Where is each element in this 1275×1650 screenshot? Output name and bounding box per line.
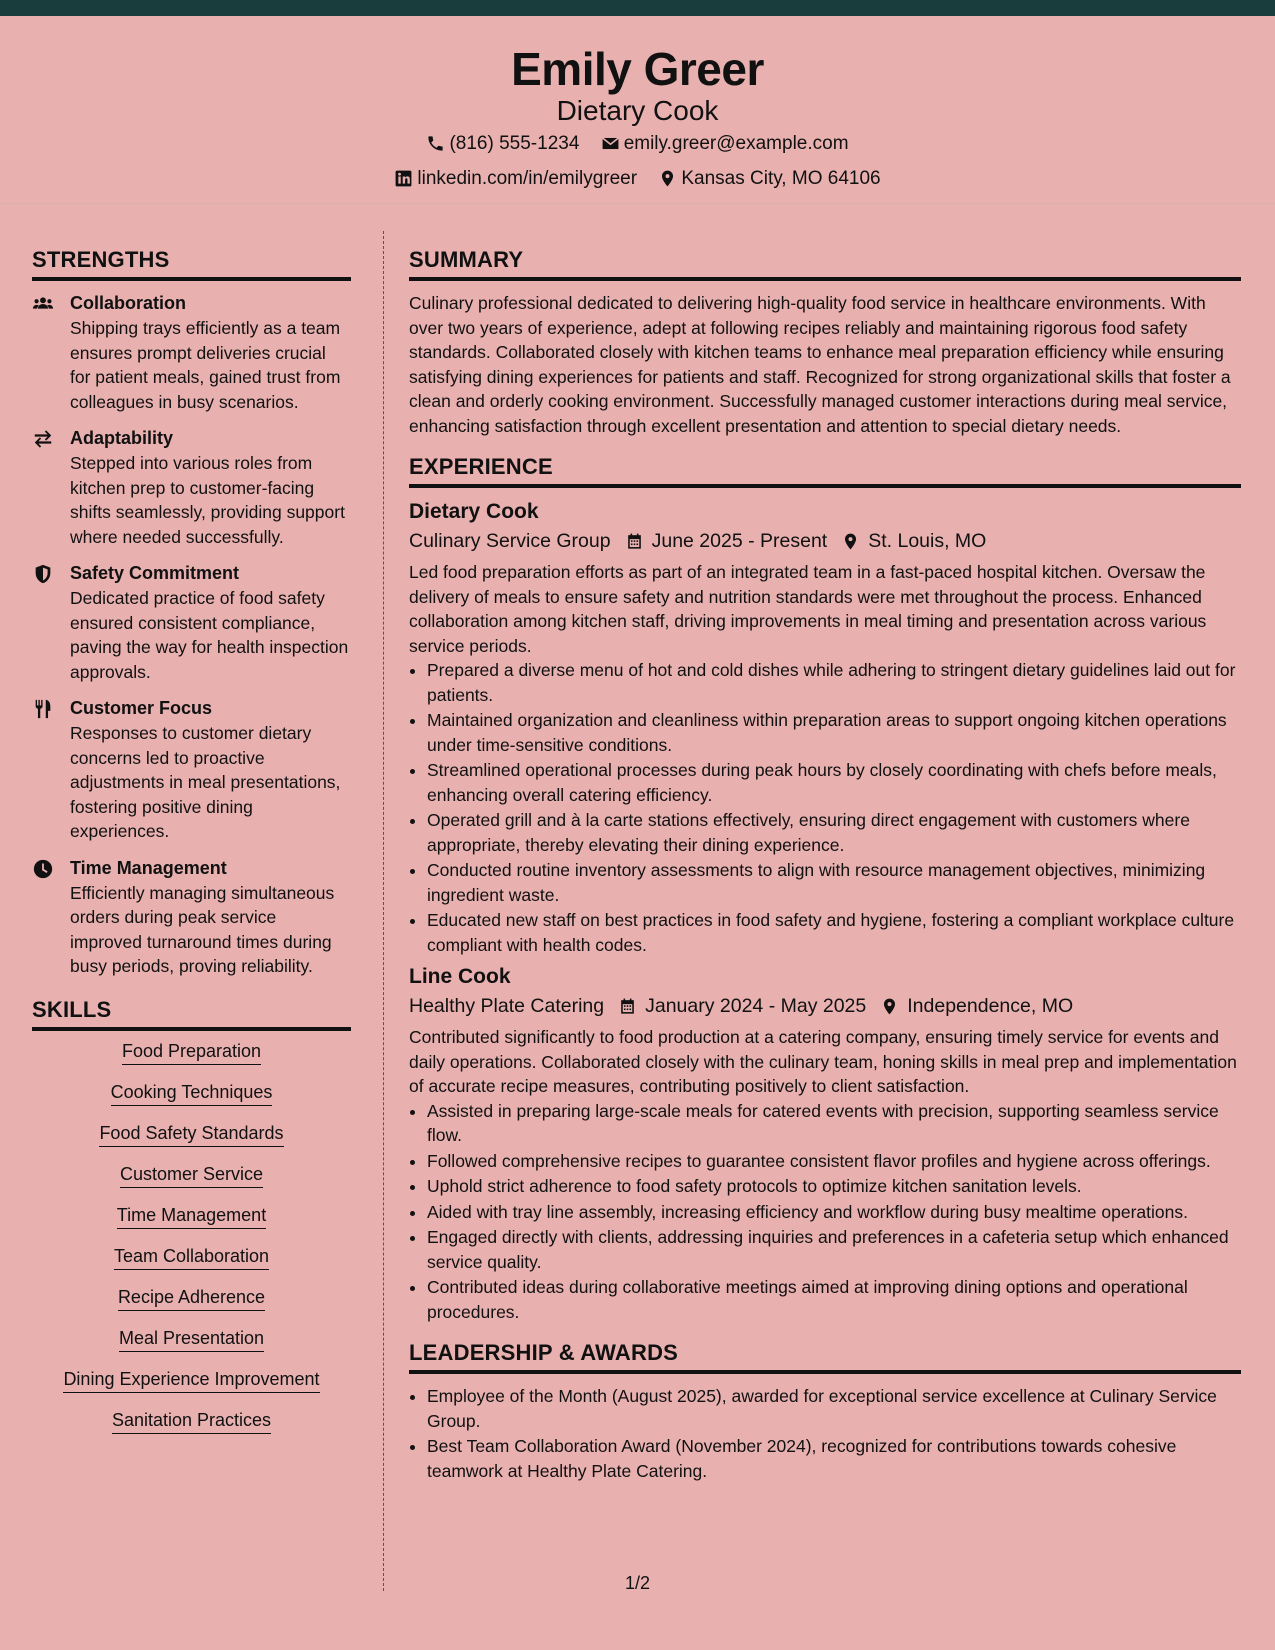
job-title: Line Cook bbox=[409, 965, 511, 988]
job-meta bbox=[409, 991, 1241, 1021]
skill-item: Team Collaboration bbox=[114, 1246, 269, 1270]
experience-heading: EXPERIENCE bbox=[409, 454, 1241, 488]
strength-item bbox=[32, 291, 351, 414]
phone-icon bbox=[426, 134, 445, 153]
skill-item: Meal Presentation bbox=[119, 1328, 264, 1352]
award-item: • Employee of the Month (August 2025), awarded for exceptional service excellence at Culinary Service Group. bbox=[427, 1384, 1241, 1433]
bullet-item: • Contributed ideas during collaborative meetings aimed at improving dining options and operational procedures. bbox=[427, 1275, 1241, 1324]
skill-item: Food Safety Standards bbox=[99, 1123, 283, 1147]
strengths-heading: STRENGTHS bbox=[32, 247, 351, 281]
strength-title: Time Management bbox=[70, 857, 227, 878]
bullet-item: • Streamlined operational processes during peak hours by closely coordinating with chefs before meals, enhancing overall catering efficiency. bbox=[427, 758, 1241, 807]
map-marker-icon bbox=[841, 532, 860, 551]
strength-desc: Stepped into various roles from kitchen prep to customer-facing shifts seamlessly, providing support where needed successfully. bbox=[70, 453, 345, 547]
job-company: Culinary Service Group bbox=[409, 530, 611, 552]
right-column bbox=[409, 247, 1241, 1484]
job-bullets bbox=[409, 658, 1241, 957]
bullet-item: • Aided with tray line assembly, increasing efficiency and workflow during busy mealtime operations. bbox=[427, 1200, 1241, 1225]
strength-title: Adaptability bbox=[70, 428, 174, 448]
bullet-item: • Operated grill and à la carte stations effectively, ensuring direct engagement with customers where appropriate, thereby elevating their dining experience. bbox=[427, 808, 1241, 857]
strength-desc: Shipping trays efficiently as a team ensures prompt deliveries crucial for patient meals, gained trust from colleagues in busy scenarios. bbox=[70, 318, 341, 412]
skill-item: Sanitation Practices bbox=[112, 1410, 271, 1434]
envelope-icon bbox=[601, 134, 620, 153]
strength-title: Customer Focus bbox=[70, 698, 213, 718]
map-marker-icon bbox=[880, 997, 899, 1016]
map-marker-icon bbox=[658, 169, 677, 188]
skill-item: Time Management bbox=[117, 1205, 266, 1229]
utensils-icon bbox=[32, 698, 54, 720]
skill-item: Recipe Adherence bbox=[118, 1287, 265, 1311]
email-text[interactable]: emily.greer@example.com bbox=[623, 133, 849, 154]
shield-icon bbox=[32, 563, 54, 585]
strength-item bbox=[32, 561, 351, 684]
summary-heading: SUMMARY bbox=[409, 247, 1241, 281]
awards-list bbox=[409, 1384, 1241, 1483]
job-dates: June 2025 - Present bbox=[651, 530, 828, 552]
skill-item: Customer Service bbox=[120, 1164, 263, 1188]
job-title: Dietary Cook bbox=[409, 500, 539, 523]
resume-header bbox=[0, 16, 1275, 204]
column-divider bbox=[383, 231, 384, 1591]
job-bullets bbox=[409, 1099, 1241, 1325]
bullet-item: • Educated new staff on best practices in food safety and hygiene, fostering a compliant workplace culture compliant with health codes. bbox=[427, 908, 1241, 957]
exchange-icon bbox=[32, 428, 54, 450]
strength-title: Safety Commitment bbox=[70, 563, 240, 583]
skill-item: Dining Experience Improvement bbox=[63, 1369, 319, 1393]
resume-body bbox=[0, 231, 1275, 1591]
bullet-item: • Conducted routine inventory assessments to align with resource management objectives, minimizing ingredient waste. bbox=[427, 858, 1241, 907]
strength-title: Collaboration bbox=[70, 293, 186, 313]
contact-row-2 bbox=[0, 163, 1275, 198]
skill-item: Food Preparation bbox=[122, 1041, 261, 1065]
users-icon bbox=[32, 293, 54, 315]
calendar-icon bbox=[618, 997, 637, 1016]
strength-desc: Responses to customer dietary concerns led to proactive adjustments in meal presentations, fostering positive dining experiences. bbox=[70, 723, 341, 841]
job-company: Healthy Plate Catering bbox=[409, 995, 605, 1017]
bullet-item: • Engaged directly with clients, addressing inquiries and preferences in a cafeteria setup which enhanced service quality. bbox=[427, 1225, 1241, 1274]
clock-icon bbox=[32, 858, 54, 880]
bullet-item: • Maintained organization and cleanliness within preparation areas to support ongoing kitchen operations under time-sensitive conditions. bbox=[427, 708, 1241, 757]
calendar-icon bbox=[625, 532, 644, 551]
location-contact bbox=[658, 163, 880, 194]
email-contact[interactable] bbox=[601, 128, 849, 159]
strength-item bbox=[32, 856, 351, 979]
linkedin-icon bbox=[394, 169, 413, 188]
job-description: Led food preparation efforts as part of an integrated team in a fast-paced hospital kitchen. Oversaw the delivery of meals to ensure safety and nutrition standards were met throughout the process. Enhanced collaboration among kitchen staff, driving improvements in meal timing and presentation across various service periods. bbox=[409, 562, 1207, 656]
strength-desc: Dedicated practice of food safety ensured consistent compliance, paving the way for health inspection approvals. bbox=[70, 588, 349, 682]
strength-item bbox=[32, 696, 351, 844]
strength-item bbox=[32, 426, 351, 549]
bullet-item: • Uphold strict adherence to food safety protocols to optimize kitchen sanitation levels. bbox=[427, 1174, 1241, 1199]
skills-heading: SKILLS bbox=[32, 997, 351, 1031]
job-meta bbox=[409, 526, 1241, 556]
skills-list bbox=[32, 1041, 351, 1451]
bullet-item: • Assisted in preparing large-scale meals for catered events with precision, supporting seamless service flow. bbox=[427, 1099, 1241, 1148]
bullet-item: • Prepared a diverse menu of hot and cold dishes while adhering to stringent dietary guidelines laid out for patients. bbox=[427, 658, 1241, 707]
linkedin-contact[interactable] bbox=[394, 163, 637, 194]
summary-text: Culinary professional dedicated to delivering high-quality food service in healthcare environments. With over two years of experience, adept at following recipes reliably and maintaining rigorous food safety standards. Collaborated closely with kitchen teams to enhance meal preparation efficiency while ensuring satisfying dining experiences for patients and staff. Recognized for strong organizational skills that foster a clean and orderly cooking environment. Successfully managed customer interactions during meal service, enhancing satisfaction through excellent presentation and attention to special dietary needs. bbox=[409, 293, 1231, 436]
job-location: Independence, MO bbox=[907, 995, 1074, 1017]
candidate-title: Dietary Cook bbox=[556, 95, 719, 126]
job-description: Contributed significantly to food production at a catering company, ensuring timely service for events and daily operations. Collaborated closely with the culinary team, honing skills in meal prep and implementation of accurate recipe measures, contributing positively to client satisfaction. bbox=[409, 1027, 1237, 1096]
phone-contact bbox=[426, 128, 579, 159]
phone-text: (816) 555-1234 bbox=[449, 133, 580, 154]
linkedin-text[interactable]: linkedin.com/in/emilygreer bbox=[417, 168, 638, 189]
job-entry bbox=[409, 963, 1241, 1324]
bullet-item: • Followed comprehensive recipes to guarantee consistent flavor profiles and hygiene across offerings. bbox=[427, 1149, 1241, 1174]
candidate-name: Emily Greer bbox=[511, 43, 764, 95]
job-entry bbox=[409, 498, 1241, 957]
page-number: 1/2 bbox=[624, 1573, 651, 1593]
left-column bbox=[32, 247, 351, 1451]
job-dates: January 2024 - May 2025 bbox=[645, 995, 867, 1017]
contact-row-1 bbox=[0, 128, 1275, 163]
job-location: St. Louis, MO bbox=[868, 530, 987, 552]
skill-item: Cooking Techniques bbox=[111, 1082, 273, 1106]
strength-desc: Efficiently managing simultaneous orders during peak service improved turnaround times during busy periods, proving reliability. bbox=[70, 882, 335, 976]
location-text: Kansas City, MO 64106 bbox=[681, 168, 881, 189]
top-accent-bar bbox=[0, 0, 1275, 16]
award-item: • Best Team Collaboration Award (November 2024), recognized for contributions towards cohesive teamwork at Healthy Plate Catering. bbox=[427, 1434, 1241, 1483]
awards-heading: LEADERSHIP & AWARDS bbox=[409, 1340, 1241, 1374]
